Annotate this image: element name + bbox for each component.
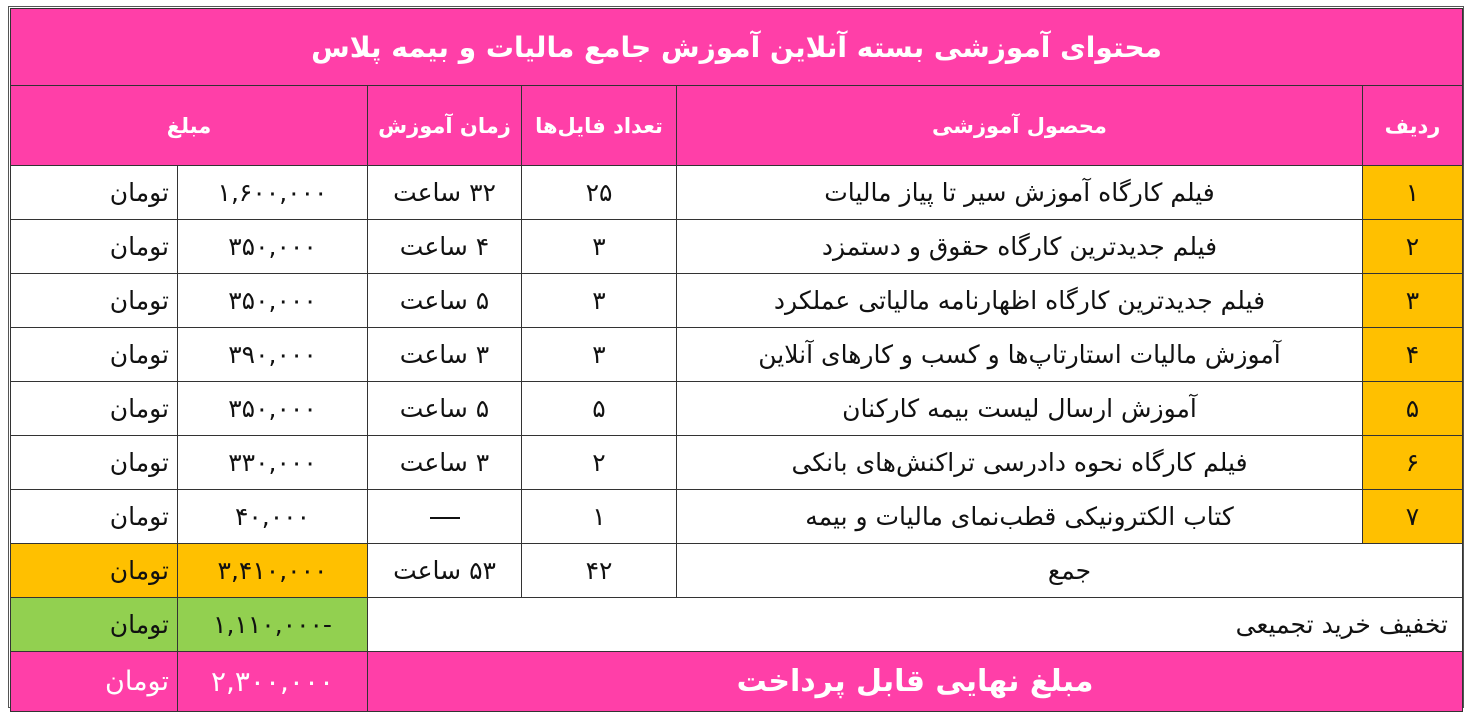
row-number-cell: ۳ bbox=[1363, 274, 1463, 328]
unit-cell: تومان bbox=[11, 220, 178, 274]
title-row bbox=[11, 9, 1463, 86]
files-cell: ۲۵ bbox=[522, 166, 677, 220]
total-row bbox=[11, 544, 1463, 598]
time-cell: ۵ ساعت bbox=[368, 274, 522, 328]
files-cell: ۳ bbox=[522, 274, 677, 328]
table-title: محتوای آموزشی بسته آنلاین آموزش جامع مالیات و بیمه پلاس bbox=[11, 9, 1463, 86]
time-cell: ۵ ساعت bbox=[368, 382, 522, 436]
amount-cell: ۳۵۰,۰۰۰ bbox=[178, 382, 368, 436]
table-row bbox=[11, 220, 1463, 274]
unit-cell: تومان bbox=[11, 436, 178, 490]
row-number-cell: ۱ bbox=[1363, 166, 1463, 220]
files-cell: ۵ bbox=[522, 382, 677, 436]
final-amount: ۲,۳۰۰,۰۰۰ bbox=[178, 652, 368, 712]
time-cell-empty bbox=[368, 490, 522, 544]
table-row bbox=[11, 328, 1463, 382]
time-cell: ۳۲ ساعت bbox=[368, 166, 522, 220]
discount-amount: -۱,۱۱۰,۰۰۰ bbox=[178, 598, 368, 652]
total-time: ۵۳ ساعت bbox=[368, 544, 522, 598]
header-row-number: ردیف bbox=[1363, 86, 1463, 166]
amount-cell: ۱,۶۰۰,۰۰۰ bbox=[178, 166, 368, 220]
final-label: مبلغ نهایی قابل پرداخت bbox=[368, 652, 1463, 712]
amount-cell: ۴۰,۰۰۰ bbox=[178, 490, 368, 544]
discount-label: تخفیف خرید تجمیعی bbox=[368, 598, 1463, 652]
unit-cell: تومان bbox=[11, 328, 178, 382]
unit-cell: تومان bbox=[11, 490, 178, 544]
header-file-count: تعداد فایل‌ها bbox=[522, 86, 677, 166]
table-row bbox=[11, 490, 1463, 544]
total-label: جمع bbox=[677, 544, 1463, 598]
header-training-time: زمان آموزش bbox=[368, 86, 522, 166]
product-cell: فیلم کارگاه آموزش سیر تا پیاز مالیات bbox=[677, 166, 1363, 220]
amount-cell: ۳۵۰,۰۰۰ bbox=[178, 274, 368, 328]
unit-cell: تومان bbox=[11, 382, 178, 436]
product-cell: فیلم جدیدترین کارگاه حقوق و دستمزد bbox=[677, 220, 1363, 274]
total-unit: تومان bbox=[11, 544, 178, 598]
files-cell: ۳ bbox=[522, 328, 677, 382]
table-row bbox=[11, 382, 1463, 436]
product-cell: فیلم جدیدترین کارگاه اظهارنامه مالیاتی عملکرد bbox=[677, 274, 1363, 328]
row-number-cell: ۴ bbox=[1363, 328, 1463, 382]
table-row bbox=[11, 166, 1463, 220]
time-cell: ۳ ساعت bbox=[368, 328, 522, 382]
files-cell: ۲ bbox=[522, 436, 677, 490]
files-cell: ۳ bbox=[522, 220, 677, 274]
price-table bbox=[10, 8, 1463, 712]
unit-cell: تومان bbox=[11, 274, 178, 328]
discount-unit: تومان bbox=[11, 598, 178, 652]
time-cell: ۴ ساعت bbox=[368, 220, 522, 274]
final-row bbox=[11, 652, 1463, 712]
product-cell: کتاب الکترونیکی قطب‌نمای مالیات و بیمه bbox=[677, 490, 1363, 544]
row-number-cell: ۶ bbox=[1363, 436, 1463, 490]
product-cell: آموزش مالیات استارتاپ‌ها و کسب و کارهای آنلاین bbox=[677, 328, 1363, 382]
total-files: ۴۲ bbox=[522, 544, 677, 598]
dash-mark bbox=[430, 517, 460, 519]
product-cell: فیلم کارگاه نحوه دادرسی تراکنش‌های بانکی bbox=[677, 436, 1363, 490]
unit-cell: تومان bbox=[11, 166, 178, 220]
header-price: مبلغ bbox=[11, 86, 368, 166]
final-unit: تومان bbox=[11, 652, 178, 712]
discount-row bbox=[11, 598, 1463, 652]
header-product: محصول آموزشی bbox=[677, 86, 1363, 166]
total-amount: ۳,۴۱۰,۰۰۰ bbox=[178, 544, 368, 598]
row-number-cell: ۲ bbox=[1363, 220, 1463, 274]
amount-cell: ۳۳۰,۰۰۰ bbox=[178, 436, 368, 490]
product-cell: آموزش ارسال لیست بیمه کارکنان bbox=[677, 382, 1363, 436]
table-row bbox=[11, 436, 1463, 490]
amount-cell: ۳۵۰,۰۰۰ bbox=[178, 220, 368, 274]
row-number-cell: ۷ bbox=[1363, 490, 1463, 544]
table-row bbox=[11, 274, 1463, 328]
header-row bbox=[11, 86, 1463, 166]
amount-cell: ۳۹۰,۰۰۰ bbox=[178, 328, 368, 382]
row-number-cell: ۵ bbox=[1363, 382, 1463, 436]
time-cell: ۳ ساعت bbox=[368, 436, 522, 490]
files-cell: ۱ bbox=[522, 490, 677, 544]
